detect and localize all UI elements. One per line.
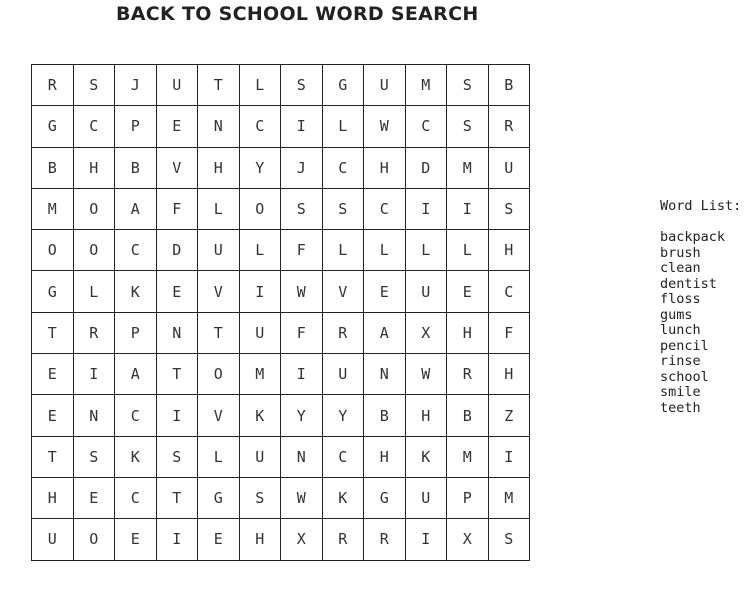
grid-cell[interactable]: R bbox=[323, 313, 365, 354]
grid-cell[interactable]: I bbox=[157, 519, 199, 560]
grid-cell[interactable]: T bbox=[32, 313, 74, 354]
word-list-item: brush bbox=[660, 244, 701, 261]
grid-cell[interactable]: M bbox=[32, 189, 74, 230]
grid-cell[interactable]: K bbox=[240, 395, 282, 436]
grid-cell[interactable]: W bbox=[281, 478, 323, 519]
grid-cell[interactable]: I bbox=[157, 395, 199, 436]
grid-cell[interactable]: E bbox=[198, 519, 240, 560]
word-list-item: rinse bbox=[660, 353, 701, 369]
grid-cell[interactable]: H bbox=[447, 313, 489, 354]
grid-cell[interactable]: C bbox=[115, 395, 157, 436]
grid-cell[interactable]: G bbox=[32, 106, 74, 147]
grid-cell[interactable]: S bbox=[489, 189, 531, 230]
grid-cell[interactable]: X bbox=[447, 519, 489, 560]
grid-cell[interactable]: Y bbox=[240, 148, 282, 189]
grid-cell[interactable]: S bbox=[281, 65, 323, 106]
grid-cell[interactable]: K bbox=[406, 437, 448, 478]
word-list-item: dentist bbox=[660, 275, 717, 292]
grid-cell[interactable]: O bbox=[32, 230, 74, 271]
grid-cell[interactable]: U bbox=[406, 478, 448, 519]
grid-cell[interactable]: E bbox=[74, 478, 116, 519]
grid-cell[interactable]: R bbox=[74, 313, 116, 354]
grid-cell[interactable]: S bbox=[281, 189, 323, 230]
grid-cell[interactable]: S bbox=[447, 65, 489, 106]
grid-cell[interactable]: I bbox=[406, 519, 448, 560]
grid-cell[interactable]: R bbox=[447, 354, 489, 395]
grid-cell[interactable]: E bbox=[157, 271, 199, 312]
grid-cell[interactable]: G bbox=[32, 271, 74, 312]
grid-cell[interactable]: E bbox=[115, 519, 157, 560]
grid-cell[interactable]: S bbox=[447, 106, 489, 147]
grid-cell[interactable]: C bbox=[115, 478, 157, 519]
grid-cell[interactable]: V bbox=[157, 148, 199, 189]
grid-cell[interactable]: F bbox=[489, 313, 531, 354]
grid-cell[interactable]: H bbox=[240, 519, 282, 560]
grid-cell[interactable]: N bbox=[157, 313, 199, 354]
grid-cell[interactable]: J bbox=[281, 148, 323, 189]
grid-cell[interactable]: X bbox=[281, 519, 323, 560]
grid-cell[interactable]: K bbox=[323, 478, 365, 519]
grid-cell[interactable]: W bbox=[406, 354, 448, 395]
grid-cell[interactable]: P bbox=[115, 106, 157, 147]
grid-cell[interactable]: V bbox=[198, 271, 240, 312]
grid-cell[interactable]: C bbox=[240, 106, 282, 147]
grid-cell[interactable]: L bbox=[240, 65, 282, 106]
word-list-items bbox=[660, 230, 741, 416]
word-list-item: gums bbox=[660, 306, 693, 323]
letter-grid bbox=[31, 64, 530, 561]
word-list-item: floss bbox=[660, 291, 701, 307]
grid-cell[interactable]: E bbox=[157, 106, 199, 147]
word-list-item: clean bbox=[660, 260, 701, 276]
grid-cell[interactable]: C bbox=[323, 148, 365, 189]
grid-cell[interactable]: C bbox=[406, 106, 448, 147]
grid-cell[interactable]: R bbox=[489, 106, 531, 147]
grid-cell[interactable]: N bbox=[74, 395, 116, 436]
grid-cell[interactable]: F bbox=[281, 230, 323, 271]
grid-cell[interactable]: A bbox=[115, 189, 157, 230]
grid-cell[interactable]: E bbox=[32, 354, 74, 395]
grid-cell[interactable]: W bbox=[281, 271, 323, 312]
grid-cell[interactable]: Y bbox=[281, 395, 323, 436]
grid-cell[interactable]: T bbox=[198, 65, 240, 106]
grid-cell[interactable]: O bbox=[74, 230, 116, 271]
grid-cell[interactable]: P bbox=[447, 478, 489, 519]
grid-cell[interactable]: J bbox=[115, 65, 157, 106]
grid-cell[interactable]: I bbox=[281, 106, 323, 147]
grid-cell[interactable]: B bbox=[32, 148, 74, 189]
grid-cell[interactable]: M bbox=[447, 437, 489, 478]
grid-cell[interactable]: G bbox=[364, 478, 406, 519]
grid-cell[interactable]: M bbox=[240, 354, 282, 395]
grid-cell[interactable]: L bbox=[240, 230, 282, 271]
grid-cell[interactable]: L bbox=[406, 230, 448, 271]
grid-cell[interactable]: N bbox=[364, 354, 406, 395]
grid-cell[interactable]: O bbox=[74, 189, 116, 230]
grid-cell[interactable]: C bbox=[74, 106, 116, 147]
grid-cell[interactable]: U bbox=[364, 65, 406, 106]
grid-cell[interactable]: F bbox=[281, 313, 323, 354]
grid-cell[interactable]: W bbox=[364, 106, 406, 147]
grid-cell[interactable]: R bbox=[32, 65, 74, 106]
grid-cell[interactable]: V bbox=[198, 395, 240, 436]
grid-cell[interactable]: O bbox=[240, 189, 282, 230]
grid-cell[interactable]: H bbox=[364, 437, 406, 478]
grid-cell[interactable]: T bbox=[32, 437, 74, 478]
grid-cell[interactable]: X bbox=[406, 313, 448, 354]
grid-cell[interactable]: I bbox=[406, 189, 448, 230]
grid-cell[interactable]: L bbox=[323, 106, 365, 147]
grid-cell[interactable]: A bbox=[364, 313, 406, 354]
grid-cell[interactable]: S bbox=[240, 478, 282, 519]
grid-cell[interactable]: L bbox=[74, 271, 116, 312]
grid-cell[interactable]: N bbox=[281, 437, 323, 478]
word-list-item: lunch bbox=[660, 322, 701, 338]
grid-cell[interactable]: U bbox=[489, 148, 531, 189]
grid-cell[interactable]: C bbox=[489, 271, 531, 312]
grid-cell[interactable]: C bbox=[115, 230, 157, 271]
grid-cell[interactable]: U bbox=[406, 271, 448, 312]
word-list-item: teeth bbox=[660, 399, 701, 416]
grid-cell[interactable]: U bbox=[198, 230, 240, 271]
grid-cell[interactable]: H bbox=[364, 148, 406, 189]
grid-cell[interactable]: S bbox=[489, 519, 531, 560]
grid-cell[interactable]: H bbox=[198, 148, 240, 189]
grid-cell[interactable]: U bbox=[240, 437, 282, 478]
grid-cell[interactable]: H bbox=[32, 478, 74, 519]
grid-cell[interactable]: A bbox=[115, 354, 157, 395]
grid-cell[interactable]: B bbox=[364, 395, 406, 436]
grid-cell[interactable]: S bbox=[74, 65, 116, 106]
word-list-item: smile bbox=[660, 384, 701, 400]
word-list bbox=[660, 199, 741, 416]
grid-cell[interactable]: G bbox=[198, 478, 240, 519]
grid-cell[interactable]: L bbox=[198, 189, 240, 230]
grid-cell[interactable]: H bbox=[74, 148, 116, 189]
grid-cell[interactable]: B bbox=[489, 65, 531, 106]
grid-cell[interactable]: S bbox=[74, 437, 116, 478]
grid-cell[interactable]: D bbox=[406, 148, 448, 189]
grid-cell[interactable]: E bbox=[447, 271, 489, 312]
grid-cell[interactable]: I bbox=[447, 189, 489, 230]
word-list-title: Word List: bbox=[660, 198, 742, 214]
grid-cell[interactable]: U bbox=[157, 65, 199, 106]
grid-cell[interactable]: C bbox=[323, 437, 365, 478]
grid-cell[interactable]: U bbox=[32, 519, 74, 560]
grid-cell[interactable]: M bbox=[489, 478, 531, 519]
grid-cell[interactable]: O bbox=[74, 519, 116, 560]
grid-cell[interactable]: Z bbox=[489, 395, 531, 436]
grid-cell[interactable]: T bbox=[157, 354, 199, 395]
grid-cell[interactable]: M bbox=[406, 65, 448, 106]
word-list-item: school bbox=[660, 368, 709, 385]
grid-cell[interactable]: S bbox=[157, 437, 199, 478]
grid-cell[interactable]: V bbox=[323, 271, 365, 312]
puzzle-title: BACK TO SCHOOL WORD SEARCH bbox=[116, 3, 479, 25]
grid-cell[interactable]: B bbox=[115, 148, 157, 189]
grid-cell[interactable]: T bbox=[157, 478, 199, 519]
grid-cell[interactable]: U bbox=[240, 313, 282, 354]
grid-cell[interactable]: H bbox=[489, 354, 531, 395]
grid-cell[interactable]: N bbox=[198, 106, 240, 147]
grid-cell[interactable]: Y bbox=[323, 395, 365, 436]
grid-cell[interactable]: P bbox=[115, 313, 157, 354]
grid-cell[interactable]: S bbox=[323, 189, 365, 230]
grid-cell[interactable]: I bbox=[240, 271, 282, 312]
grid-cell[interactable]: L bbox=[447, 230, 489, 271]
grid-cell[interactable]: L bbox=[198, 437, 240, 478]
grid-cell[interactable]: T bbox=[198, 313, 240, 354]
grid-cell[interactable]: H bbox=[489, 230, 531, 271]
grid-cell[interactable]: G bbox=[323, 65, 365, 106]
grid-cell[interactable]: U bbox=[323, 354, 365, 395]
grid-cell[interactable]: R bbox=[323, 519, 365, 560]
grid-cell[interactable]: H bbox=[406, 395, 448, 436]
grid-cell[interactable]: O bbox=[198, 354, 240, 395]
grid-cell[interactable]: K bbox=[115, 271, 157, 312]
grid-cell[interactable]: B bbox=[447, 395, 489, 436]
grid-cell[interactable]: M bbox=[447, 148, 489, 189]
grid-cell[interactable]: I bbox=[281, 354, 323, 395]
word-list-item: pencil bbox=[660, 337, 709, 354]
grid-cell[interactable]: D bbox=[157, 230, 199, 271]
grid-cell[interactable]: E bbox=[32, 395, 74, 436]
grid-cell[interactable]: R bbox=[364, 519, 406, 560]
word-list-item: backpack bbox=[660, 229, 726, 245]
grid-cell[interactable]: I bbox=[74, 354, 116, 395]
grid-cell[interactable]: F bbox=[157, 189, 199, 230]
grid-cell[interactable]: K bbox=[115, 437, 157, 478]
grid-cell[interactable]: C bbox=[364, 189, 406, 230]
grid-cell[interactable]: L bbox=[323, 230, 365, 271]
grid-cell[interactable]: E bbox=[364, 271, 406, 312]
grid-cell[interactable]: I bbox=[489, 437, 531, 478]
grid-cell[interactable]: L bbox=[364, 230, 406, 271]
